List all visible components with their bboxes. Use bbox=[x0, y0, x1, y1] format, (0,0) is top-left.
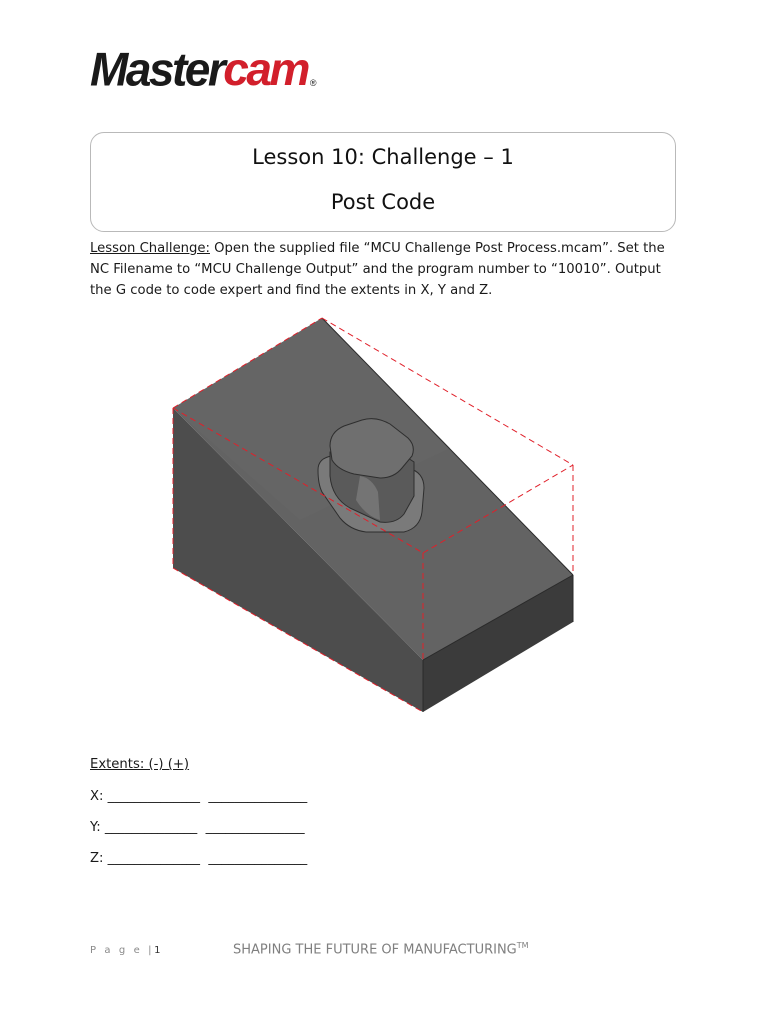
challenge-label: Lesson Challenge: bbox=[90, 241, 210, 256]
lesson-title: Lesson 10: Challenge – 1 bbox=[252, 145, 514, 169]
lesson-subtitle: Post Code bbox=[330, 190, 436, 214]
page-footer bbox=[90, 945, 161, 956]
extents-heading: Extents: (-) (+) bbox=[90, 757, 190, 772]
extents-row-z: Z: ______________ _______________ bbox=[90, 851, 308, 866]
challenge-text: Open the supplied file “MCU Challenge Post Process.mcam”. Set the NC Filename to “MCU Challenge Output” and the program number to “10010”. Output the G code to code expert and find the extents in X, Y and Z. bbox=[90, 241, 665, 298]
part-model-illustration bbox=[160, 305, 590, 725]
registered-mark: ® bbox=[309, 78, 317, 88]
page-label: P a g e | bbox=[90, 945, 155, 956]
lesson-title-box bbox=[90, 132, 676, 232]
trademark-mark: TM bbox=[516, 941, 529, 950]
logo-text-cam: cam bbox=[223, 43, 308, 95]
mastercam-logo bbox=[90, 42, 317, 96]
extents-row-x: X: ______________ _______________ bbox=[90, 789, 308, 804]
logo-text-master: Master bbox=[90, 42, 224, 96]
lesson-challenge-paragraph bbox=[90, 238, 680, 301]
page-number: 1 bbox=[154, 945, 161, 956]
footer-slogan: SHAPING THE FUTURE OF MANUFACTURING™ bbox=[233, 941, 529, 958]
extents-row-y: Y: ______________ _______________ bbox=[90, 820, 305, 835]
